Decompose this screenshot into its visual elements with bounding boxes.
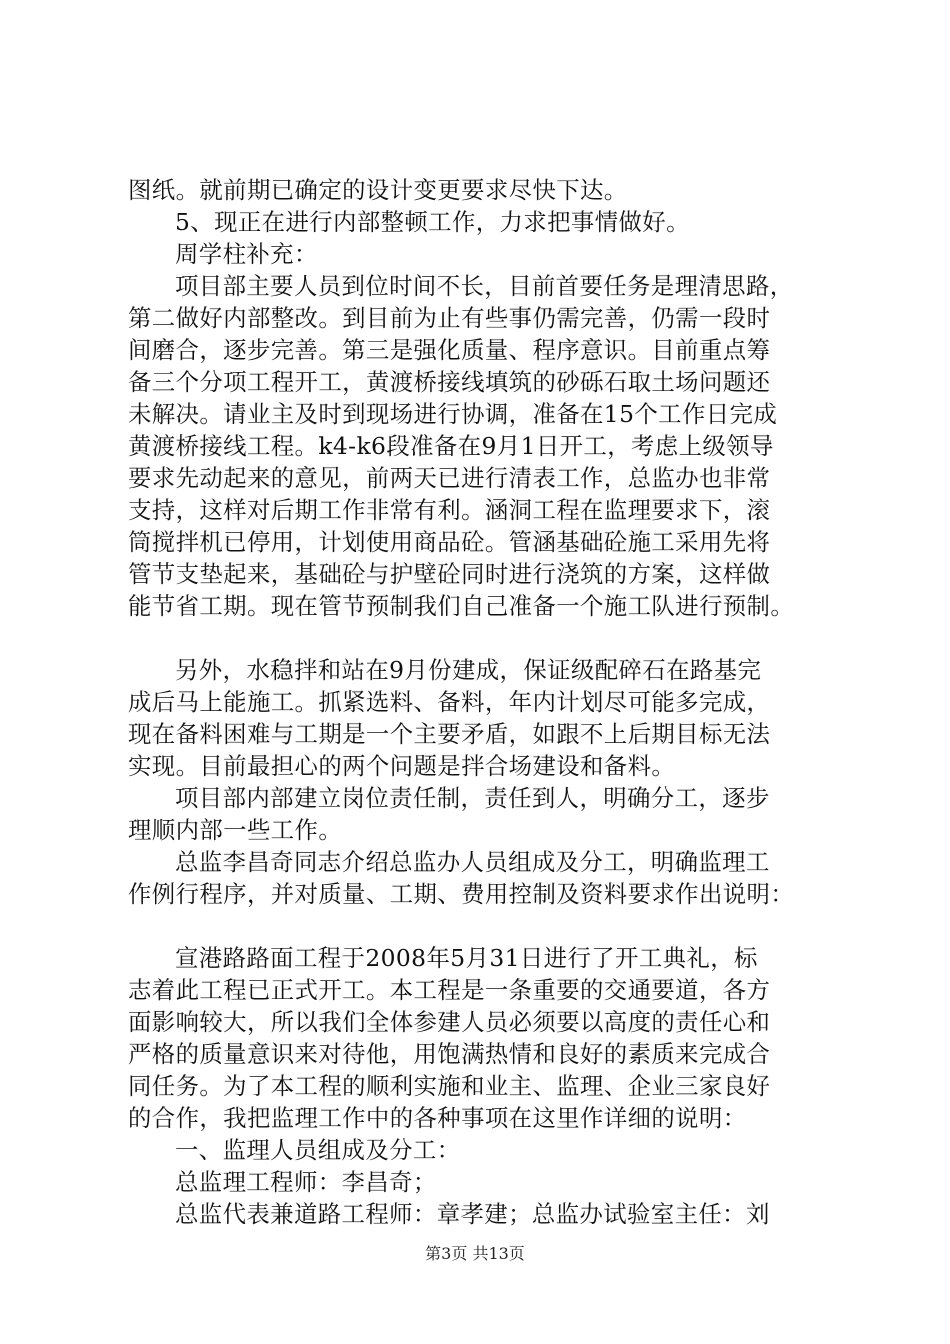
text-line: 的合作，我把监理工作中的各种事项在这里作详细的说明： — [128, 1104, 747, 1132]
text-line: 志着此工程已正式开工。本工程是一条重要的交通要道，各方 — [128, 976, 771, 1004]
text-line: 成后马上能施工。抓紧选料、备料，年内计划尽可能多完成， — [128, 688, 771, 716]
text-line: 实现。目前最担心的两个问题是拌合场建设和备料。 — [128, 752, 676, 780]
text-line: 黄渡桥接线工程。k4-k6段准备在9月1日开工，考虑上级领导 — [128, 432, 774, 460]
text-line: 能节省工期。现在管节预制我们自己准备一个施工队进行预制。 — [128, 592, 795, 620]
text-line: 未解决。请业主及时到现场进行协调，准备在15个工作日完成 — [128, 400, 778, 428]
text-line: 另外，水稳拌和站在9月份建成，保证级配碎石在路基完 — [175, 656, 762, 684]
text-line: 筒搅拌机已停用，计划使用商品砼。管涵基础砼施工采用先将 — [128, 528, 771, 556]
text-line: 作例行程序，并对质量、工期、费用控制及资料要求作出说明： — [128, 880, 795, 908]
text-line: 现在备料困难与工期是一个主要矛盾，如跟不上后期目标无法 — [128, 720, 771, 748]
text-line: 总监理工程师：李昌奇； — [175, 1168, 437, 1196]
text-line: 总监李昌奇同志介绍总监办人员组成及分工，明确监理工 — [175, 848, 770, 876]
text-line: 要求先动起来的意见，前两天已进行清表工作，总监办也非常 — [128, 464, 771, 492]
text-line: 第二做好内部整改。到目前为止有些事仍需完善，仍需一段时 — [128, 304, 771, 332]
text-line: 项目部主要人员到位时间不长，目前首要任务是理清思路， — [175, 272, 794, 300]
page-footer: 第3页 共13页 — [425, 1244, 525, 1263]
text-line: 严格的质量意识来对待他，用饱满热情和良好的素质来完成合 — [128, 1040, 771, 1068]
text-line: 同任务。为了本工程的顺利实施和业主、监理、企业三家良好 — [128, 1072, 771, 1100]
text-line: 总监代表兼道路工程师：章孝建；总监办试验室主任：刘 — [175, 1200, 770, 1228]
text-line: 图纸。就前期已确定的设计变更要求尽快下达。 — [128, 176, 628, 204]
text-line: 宣港路路面工程于2008年5月31日进行了开工典礼，标 — [175, 944, 758, 972]
text-line: 周学柱补充： — [175, 240, 318, 268]
text-line: 5、现正在进行内部整顿工作，力求把事情做好。 — [175, 208, 690, 236]
text-line: 理顺内部一些工作。 — [128, 816, 343, 844]
text-line: 项目部内部建立岗位责任制，责任到人，明确分工，逐步 — [175, 784, 770, 812]
text-line: 管节支垫起来，基础砼与护壁砼同时进行浇筑的方案，这样做 — [128, 560, 771, 588]
text-line: 备三个分项工程开工，黄渡桥接线填筑的砂砾石取土场问题还 — [128, 368, 771, 396]
text-line: 一、监理人员组成及分工： — [175, 1136, 461, 1164]
text-line: 间磨合，逐步完善。第三是强化质量、程序意识。目前重点筹 — [128, 336, 771, 364]
text-line: 支持，这样对后期工作非常有利。涵洞工程在监理要求下，滚 — [128, 496, 771, 524]
text-line: 面影响较大，所以我们全体参建人员必须要以高度的责任心和 — [128, 1008, 771, 1036]
